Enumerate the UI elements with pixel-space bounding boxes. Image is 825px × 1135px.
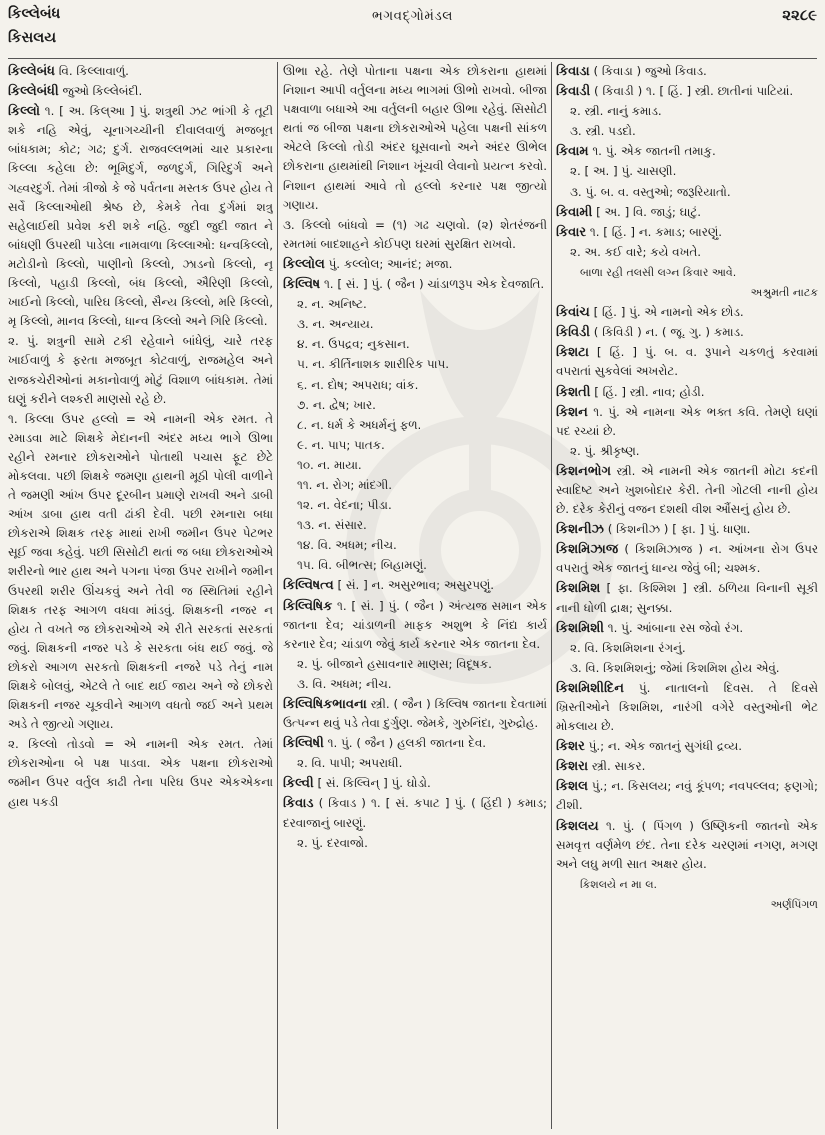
entry-definition: ૬. ન. દોષ; અપરાધ; વાંક. bbox=[297, 377, 419, 392]
entry-definition: ૩. કિલ્લો બાંધવો = (૧) ગઢ ચણવો. (૨) શેતરંજની રમતમાં બાદશાહને કોઈપણ ઘરમાં સુરક્ષિત રાખવો. bbox=[283, 217, 547, 251]
entry-headword: કિશતી bbox=[556, 384, 591, 400]
entry-headword: કિલ્લેબંધ bbox=[8, 64, 55, 79]
dictionary-entry bbox=[556, 520, 818, 539]
entry-headword: કિશન bbox=[556, 404, 588, 420]
entry-definition: ( કિવાડ ) ૧. [ સં. કપાટ ] પું. ( હિંદી ) કમાડ; દરવાજાનું બારણું. bbox=[283, 796, 547, 830]
entry-definition: [ હિં. ] પું. એ નામનો એક છોડ. bbox=[589, 305, 744, 320]
dictionary-entry bbox=[556, 142, 818, 161]
entry-definition: [ ફા. કિશ્મિશ ] સ્ત્રી. ઠળિયા વિનાની સૂકી નાની ધોળી દ્રાક્ષ; સુનક્કા. bbox=[556, 581, 818, 615]
entry-definition: [ અ. ] વિ. જાડું; ઘાટું. bbox=[592, 204, 702, 219]
entry-definition: ૧. કિલ્લા ઉપર હલ્લો = એ નામની એક રમત. તે રમાડવા માટે શિક્ષકે મેદાનની અંદર મધ્ય ભાગે ઊભા રહીને રમનાર છોકરાઓને પોતાથી પચાસ ફૂટ છેટે મોકલવા. પછી શિક્ષકે જમણા હાથની મૂઠી પોલી વાળીને તે જમણી આંખ ઉપર દૂરબીન પ્રમાણે રાખવી અને ડાબી આંખ ડાબા હાથ વતી ઢાંકી દેવી. પછી રમનારા બધા છોકરાએ શિક્ષક તરફ માથાં રાખી જમીન ઉપર પેટભર સૂઈ જવા કહેવું. પછી સિસોટી થતાં જ બધા છોકરાઓએ શરીરનો ભાર હાથ અને પગના પંજા ઉપર રાખીને જમીન ઉપરથી શરીર ઊંચકવું અને તેવી જ સ્થિતિમાં રહીને શિક્ષક તરફ આગળ વધવા માંડવું. શિક્ષકની નજર ન હોય તે વખતે જ છોકરાઓએ એ રીતે સરકતાં સરકતાં જવું. શિક્ષકની નજર પડે કે સરકતા બંધ થઈ જવું. જે છોકરો આગળ સરકતો શિક્ષકની નજરે પડે તેનું નામ શિક્ષકે બોલવું, એટલે તે બાદ થઈ જાય અને જે છોકરો શિક્ષકની નજર ચૂકવીને આગળ વધતો જઈ અને પ્રથમ અડે તે જીત્યો ગણાય. bbox=[8, 411, 273, 732]
entry-sense bbox=[283, 476, 547, 495]
entry-definition: અશ્રુમતી નાટક bbox=[750, 286, 818, 300]
entry-definition: ( કિવાડી ) ૧. [ હિં. ] સ્ત્રી. છાતીનાં પાટિયાં. bbox=[590, 84, 794, 99]
book-title: ભગવદ્ગોમંડલ bbox=[372, 8, 453, 24]
entry-definition: ૨. અ. કઈ વારે; કયે વખતે. bbox=[570, 244, 702, 259]
dictionary-entry bbox=[556, 817, 818, 874]
entry-definition: ૨. [ અ. ] પું. ચાસણી. bbox=[570, 164, 677, 179]
dictionary-entry bbox=[556, 82, 818, 101]
entry-headword: કિલ્વિષી bbox=[283, 736, 324, 752]
entry-sense bbox=[283, 834, 547, 853]
entry-definition: ૩. સ્ત્રી. પડદો. bbox=[570, 124, 636, 139]
entry-definition: ( કિશનીઝ ) [ ફા. ] પું. ધાણા. bbox=[603, 522, 751, 537]
entry-definition: સ્ત્રી. ( જૈન ) કિલ્વિષ જાતના દેવતામાં ઉત્પન્ન થવું પડે તેવા દુર્ગુણ. જેમકે, ગુરુનિંદા, ગુરુદ્રોહ. bbox=[283, 697, 547, 731]
entry-definition: ૧. પું. આંબાના રસ જેવો રંગ. bbox=[604, 620, 744, 635]
entry-definition: ૧૧. ન. રોગ; માંદગી. bbox=[297, 477, 393, 492]
entry-definition: ૧. પું. ( જૈન ) હલકી જાતના દેવ. bbox=[323, 736, 487, 751]
entry-definition: ૧. પું. એ નામના એક ભક્ત કવિ. તેમણે ઘણાં પદ રચ્યાં છે. bbox=[556, 404, 818, 438]
dictionary-entry bbox=[283, 255, 547, 274]
entry-sense bbox=[556, 102, 818, 121]
entry-sense bbox=[283, 315, 547, 334]
entry-definition: વિ. કિલ્લાવાળું. bbox=[54, 64, 129, 78]
dictionary-entry bbox=[556, 62, 818, 81]
entry-sense bbox=[8, 735, 273, 811]
entry-definition: પું.; ન. એક જાતનું સુગંધી દ્રવ્ય. bbox=[584, 739, 743, 754]
entry-definition: ૧. [ સં. ] પું. ( જૈન ) ચાંડાળરૂપ એક દેવજાતિ. bbox=[320, 277, 545, 292]
entry-headword: કિશનીઝ bbox=[556, 522, 604, 538]
entry-sense bbox=[283, 62, 547, 215]
dictionary-entry bbox=[556, 777, 818, 815]
entry-definition: ૨. કિલ્લો તોડવો = એ નામની એક રમત. તેમાં છોકરાઓના બે પક્ષ પાડવા. એક પક્ષના છોકરાઓ જમીન ઉપર વર્તુલ કાઢી તેના પરિઘ ઉપર એકએકના હાથ પકડી bbox=[8, 737, 273, 809]
entry-definition: ૧. પું. એક જાતની તમાકુ. bbox=[588, 144, 716, 159]
entry-definition: ૧૦. ન. માયા. bbox=[297, 457, 362, 472]
entry-definition: ૨. પું. બીજાને હસાવનાર માણસ; વિદૂષક. bbox=[297, 656, 492, 671]
entry-sense bbox=[283, 295, 547, 314]
entry-definition: ૨. વિ. કિશમિશના રંગનું. bbox=[570, 640, 686, 655]
entry-definition: પું. નાતાલનો દિવસ. તે દિવસે ખ્રિસ્તીઓને કિશમિશ, નારંગી વગેરે વસ્તુઓની ભેટ મોકલાય છે. bbox=[556, 680, 818, 734]
column-left bbox=[8, 62, 273, 1131]
dictionary-entry bbox=[556, 343, 818, 381]
entry-definition: [ હિં. ] સ્ત્રી. નાવ; હોડી. bbox=[590, 384, 705, 399]
entry-definition: ૫. ન. કીર્તિનાશક શારીરિક પાપ. bbox=[297, 357, 450, 372]
entry-sense bbox=[556, 875, 818, 894]
dictionary-entry bbox=[8, 102, 273, 331]
entry-definition: પું. કલ્લોલ; આનંદ; મજા. bbox=[324, 256, 453, 271]
dictionary-entry bbox=[283, 275, 547, 294]
entry-headword: કિશરા bbox=[556, 759, 589, 775]
dictionary-entry bbox=[556, 462, 818, 519]
entry-definition: ૧૪. વિ. અધમ; નીચ. bbox=[297, 538, 397, 553]
entry-definition: ૯. ન. પાપ; પાતક. bbox=[297, 437, 385, 452]
dictionary-entry bbox=[556, 737, 818, 756]
entry-definition: જુઓ કિલ્લેબંદી. bbox=[58, 84, 143, 99]
entry-headword: કિવાર bbox=[556, 224, 587, 240]
entry-sense bbox=[283, 754, 547, 773]
dictionary-entry bbox=[283, 734, 547, 753]
dictionary-entry bbox=[556, 323, 818, 342]
entry-headword: કિવામી bbox=[556, 204, 593, 220]
entry-sense bbox=[8, 332, 273, 408]
dictionary-entry bbox=[556, 303, 818, 322]
entry-sense bbox=[283, 536, 547, 555]
entry-definition: ૭. ન. દ્વેષ; ખાર. bbox=[297, 397, 376, 412]
entry-headword: કિવાંચ bbox=[556, 305, 590, 321]
entry-definition: ૨. પું. દરવાજો. bbox=[297, 835, 368, 850]
entry-sense bbox=[283, 335, 547, 354]
dictionary-entry bbox=[556, 383, 818, 402]
entry-definition: [ સં. કિલ્વિન્ ] પું. ઘોડો. bbox=[313, 776, 431, 791]
entry-sense bbox=[283, 496, 547, 515]
entry-sense bbox=[283, 456, 547, 475]
entry-definition: [ સં. ] ન. અસુરભાવ; અસુરપણું. bbox=[333, 578, 495, 593]
entry-definition: ૩. ન. અન્યાય. bbox=[297, 317, 374, 332]
entry-definition: ૧૩. ન. સંસાર. bbox=[297, 518, 367, 533]
entry-definition: ૨. પું. શ્રીકૃષ્ણ. bbox=[570, 443, 640, 458]
entry-headword: કિવામ bbox=[556, 144, 589, 160]
entry-sense bbox=[556, 283, 818, 302]
entry-definition: ૩. વિ. કિશમિશનું; જેમાં કિશમિશ હોય એવું. bbox=[570, 660, 780, 675]
entry-sense bbox=[283, 216, 547, 254]
guide-word-last: કિસલય bbox=[8, 30, 57, 46]
dictionary-entry bbox=[556, 679, 818, 736]
entry-headword: કિશલ bbox=[556, 779, 588, 795]
entry-headword: કિવિડી bbox=[556, 325, 591, 341]
entry-headword: કિલ્લેબંધી bbox=[8, 84, 59, 100]
dictionary-entry bbox=[556, 403, 818, 441]
entry-sense bbox=[283, 376, 547, 395]
entry-sense bbox=[283, 416, 547, 435]
dictionary-entry bbox=[8, 62, 273, 81]
entry-sense bbox=[283, 556, 547, 575]
entry-definition: પું.; ન. કિસલય; નવું કૂંપળ; નવપલ્લવ; ફણગો; ટીશી. bbox=[556, 779, 818, 813]
entry-headword: કિશનભોગ bbox=[556, 463, 611, 479]
entry-sense bbox=[556, 243, 818, 262]
entry-definition: ૩. વિ. અધમ; નીચ. bbox=[297, 676, 392, 691]
entry-headword: કિલ્વિષિકભાવના bbox=[283, 697, 367, 712]
dictionary-entry bbox=[556, 619, 818, 638]
entry-definition: કિશલયે ન મા લ. bbox=[580, 877, 658, 891]
page-number: ૨૨૮૯ bbox=[782, 6, 817, 24]
entry-definition: ઊભા રહે. તેણે પોતાના પક્ષના એક છોકરાના હાથમાં નિશાન આપી વર્તુલના મધ્ય ભાગમાં ઊભો રાખવો. બીજા પક્ષવાળા બધાએ આ વર્તુલની બહાર ઊભા રહેવું. સિસોટી થતાં જ બીજા પક્ષના છોકરાઓએ પહેલા પક્ષની સાંકળ એટલે કિલ્લો તોડી અંદર ઘૂસવાનો અને અંદર ઊભેલ છોકરાના હાથમાંથી નિશાન ખૂંચવી લેવાનો પ્રયત્ન કરવો. નિશાન હાથમાં આવે તો હલ્લો કરનાર પક્ષ જીત્યો ગણાય. bbox=[283, 64, 547, 212]
entry-definition: [ હિં. ] પું. બ. વ. રૂપાને ચકળતું કરવામાં વપરાતાં સુકવેલાં અખરોટ. bbox=[556, 345, 818, 379]
entry-definition: ૧. [ સં. ] પું. ( જૈન ) અંત્યજ સમાન એક જાતના દેવ; ચાંડાળની માફક અશુભ કે નિંદ્ય કાર્ય કરનાર દેવ; ચાંડાળ જેવું કાર્ય કરનાર એક જાતના દેવ. bbox=[283, 598, 547, 651]
entry-definition: ૧. [ અ. કિલ્આ ] પું. શત્રુથી ઝટ ભાંગી કે તૂટી શકે નહિ એવું, ચૂનાગચ્ચીની દીવાલવાળું મજબૂત બાંધકામ; કોટ; ગઢ; દુર્ગ. રાજવલ્લભમાં ચાર પ્રકારના કિલ્લા કહેલા છે: ભૂમિદુર્ગ, જળદુર્ગ, ગિરિદુર્ગ અને ગહ્વરદુર્ગ. તેમાં ત્રીજો કે જે પર્વતના મસ્તક ઉપર હોય તે સર્વે કિલ્લાઓથી શ્રેષ્ઠ છે, કેમકે તેવા દુર્ગમાં શત્રુ સહેલાઈથી પ્રવેશ કરી શકે નહિ. જુદી જુદી જાત ને બાંધણી ઉપરથી પાડેલા નામવાળા કિલ્લાઓ: ધન્વકિલ્લો, મટોડીનો કિલ્લો, પાણીનો કિલ્લો, ઝાડનો કિલ્લો, નૃ કિલ્લો, પહાડી કિલ્લો, બંધ કિલ્લો, ઐરિણી કિલ્લો, ખાઈનો કિલ્લો, પારિઘ કિલ્લો, સૈન્ય કિલ્લો, મરિ કિલ્લો, મૃ કિલ્લો, માનવ કિલ્લો, ધાન્વ કિલ્લો અને ગિરિ કિલ્લો. bbox=[8, 104, 273, 329]
entry-sense bbox=[283, 675, 547, 694]
entry-definition: ૩. પું. બ. વ. વસ્તુઓ; જરૂરિયાતો. bbox=[570, 184, 731, 199]
entry-definition: ( કિવિડી ) ન. ( જૂ. ગુ. ) કમાડ. bbox=[590, 325, 744, 340]
entry-headword: કિશમિઝાજ bbox=[556, 542, 619, 558]
column-divider bbox=[551, 62, 552, 1129]
entry-sense bbox=[556, 895, 818, 914]
entry-sense bbox=[556, 263, 818, 282]
dictionary-entry bbox=[8, 82, 273, 101]
entry-definition: બાળા રહી તલસી લગ્ન કિવાર આવે. bbox=[580, 265, 737, 279]
entry-definition: સ્ત્રી. એ નામની એક જાતની મોટા કદની સ્વાદિષ્ટ અને ખુશબોદાર કેરી. તેની ગોટલી નાની હોય છે. દરેક કેરીનું વજન દશથી વીશ ઔંસનું હોય છે. bbox=[556, 463, 818, 517]
entry-definition: ( કિવાડા ) જુઓ કિવાડ. bbox=[589, 64, 707, 78]
dictionary-entry bbox=[556, 540, 818, 578]
entry-sense bbox=[556, 442, 818, 461]
dictionary-entry bbox=[283, 695, 547, 733]
guide-word-first: કિલ્લેબંધ bbox=[8, 6, 61, 22]
entry-definition: ૪. ન. ઉપદ્રવ; નુકસાન. bbox=[297, 337, 410, 352]
dictionary-entry bbox=[283, 774, 547, 793]
entry-definition: ૨. વિ. પાપી; અપરાધી. bbox=[297, 756, 403, 771]
entry-headword: કિવાડી bbox=[556, 84, 591, 100]
entry-sense bbox=[556, 639, 818, 658]
entry-definition: અર્ણપિંગળ bbox=[770, 897, 818, 911]
entry-sense bbox=[556, 183, 818, 202]
header-divider bbox=[8, 58, 817, 59]
column-right bbox=[556, 62, 818, 1131]
entry-sense bbox=[283, 436, 547, 455]
entry-headword: કિલ્લો bbox=[8, 104, 40, 120]
entry-sense bbox=[556, 122, 818, 141]
entry-headword: કિશમિશ bbox=[556, 581, 601, 597]
dictionary-entry bbox=[283, 597, 547, 654]
entry-definition: સ્ત્રી. સાકર. bbox=[588, 759, 646, 774]
entry-definition: ૨. સ્ત્રી. નાનું કમાડ. bbox=[570, 104, 662, 119]
entry-sense bbox=[283, 396, 547, 415]
entry-definition: ( કિશમિઝાજ ) ન. આંખના રોગ ઉપર વપરાતું એક જાતનું ધાન્ય જેવું બી; ચશ્મક. bbox=[556, 542, 818, 576]
entry-definition: ૨. ન. અનિષ્ટ. bbox=[297, 297, 367, 312]
dictionary-entry bbox=[556, 203, 818, 222]
entry-definition: ૮. ન. ધર્મ કે અધર્મનું ફળ. bbox=[297, 417, 422, 432]
entry-sense bbox=[556, 162, 818, 181]
entry-headword: કિશમિશી bbox=[556, 620, 604, 636]
entry-headword: કિલ્વી bbox=[283, 776, 314, 792]
entry-definition: ૧. [ હિં. ] ન. કમાડ; બારણું. bbox=[586, 224, 723, 239]
entry-definition: ૧. પું. ( પિંગળ ) ઉષ્ણિકની જાતનો એક સમવૃત્ત વર્ણમેળ છંદ. તેના દરેક ચરણમાં નગણ, મગણ અને લઘુ મળી સાત અક્ષર હોય. bbox=[556, 818, 818, 871]
dictionary-entry bbox=[556, 579, 818, 617]
column-divider bbox=[277, 62, 278, 1129]
entry-headword: કિશર bbox=[556, 739, 585, 755]
entry-headword: કિશટા bbox=[556, 345, 589, 361]
entry-headword: કિવાડ bbox=[283, 796, 314, 812]
entry-headword: કિલ્વિષિક bbox=[283, 598, 333, 614]
entry-definition: ૧૫. વિ. બીભત્સ; બિહામણું. bbox=[297, 558, 427, 573]
entry-headword: કિલ્વિષત્વ bbox=[283, 578, 334, 594]
entry-sense bbox=[283, 516, 547, 535]
page-header bbox=[8, 6, 817, 58]
dictionary-entry bbox=[283, 794, 547, 832]
entry-headword: કિશમિશીદિન bbox=[556, 680, 624, 696]
entry-sense bbox=[8, 410, 273, 735]
entry-sense bbox=[283, 655, 547, 674]
entry-sense bbox=[283, 355, 547, 374]
entry-sense bbox=[556, 659, 818, 678]
dictionary-entry bbox=[556, 757, 818, 776]
column-middle bbox=[283, 62, 547, 1131]
entry-definition: ૨. પું. શત્રુની સામે ટકી રહેવાને બાંધેલું, ચારે તરફ ખાઈવાળું કે ફરતા મજબૂત કોટવાળું, રાજમહેલ અને રાજકચેરીઓનાં મકાનોવાળું મોટું વિશાળ બાંધકામ. તેમાં ઘણું કરીને લશ્કરી માણસો રહે છે. bbox=[8, 334, 273, 406]
entry-definition: ૧૨. ન. વેદના; પીડા. bbox=[297, 498, 392, 513]
entry-headword: કિવાડા bbox=[556, 64, 590, 79]
entry-headword: કિલ્લોલ bbox=[283, 256, 325, 272]
entry-headword: કિલ્વિષ bbox=[283, 277, 321, 293]
dictionary-entry bbox=[283, 576, 547, 595]
entry-headword: કિશલય bbox=[556, 818, 599, 834]
dictionary-entry bbox=[556, 223, 818, 242]
